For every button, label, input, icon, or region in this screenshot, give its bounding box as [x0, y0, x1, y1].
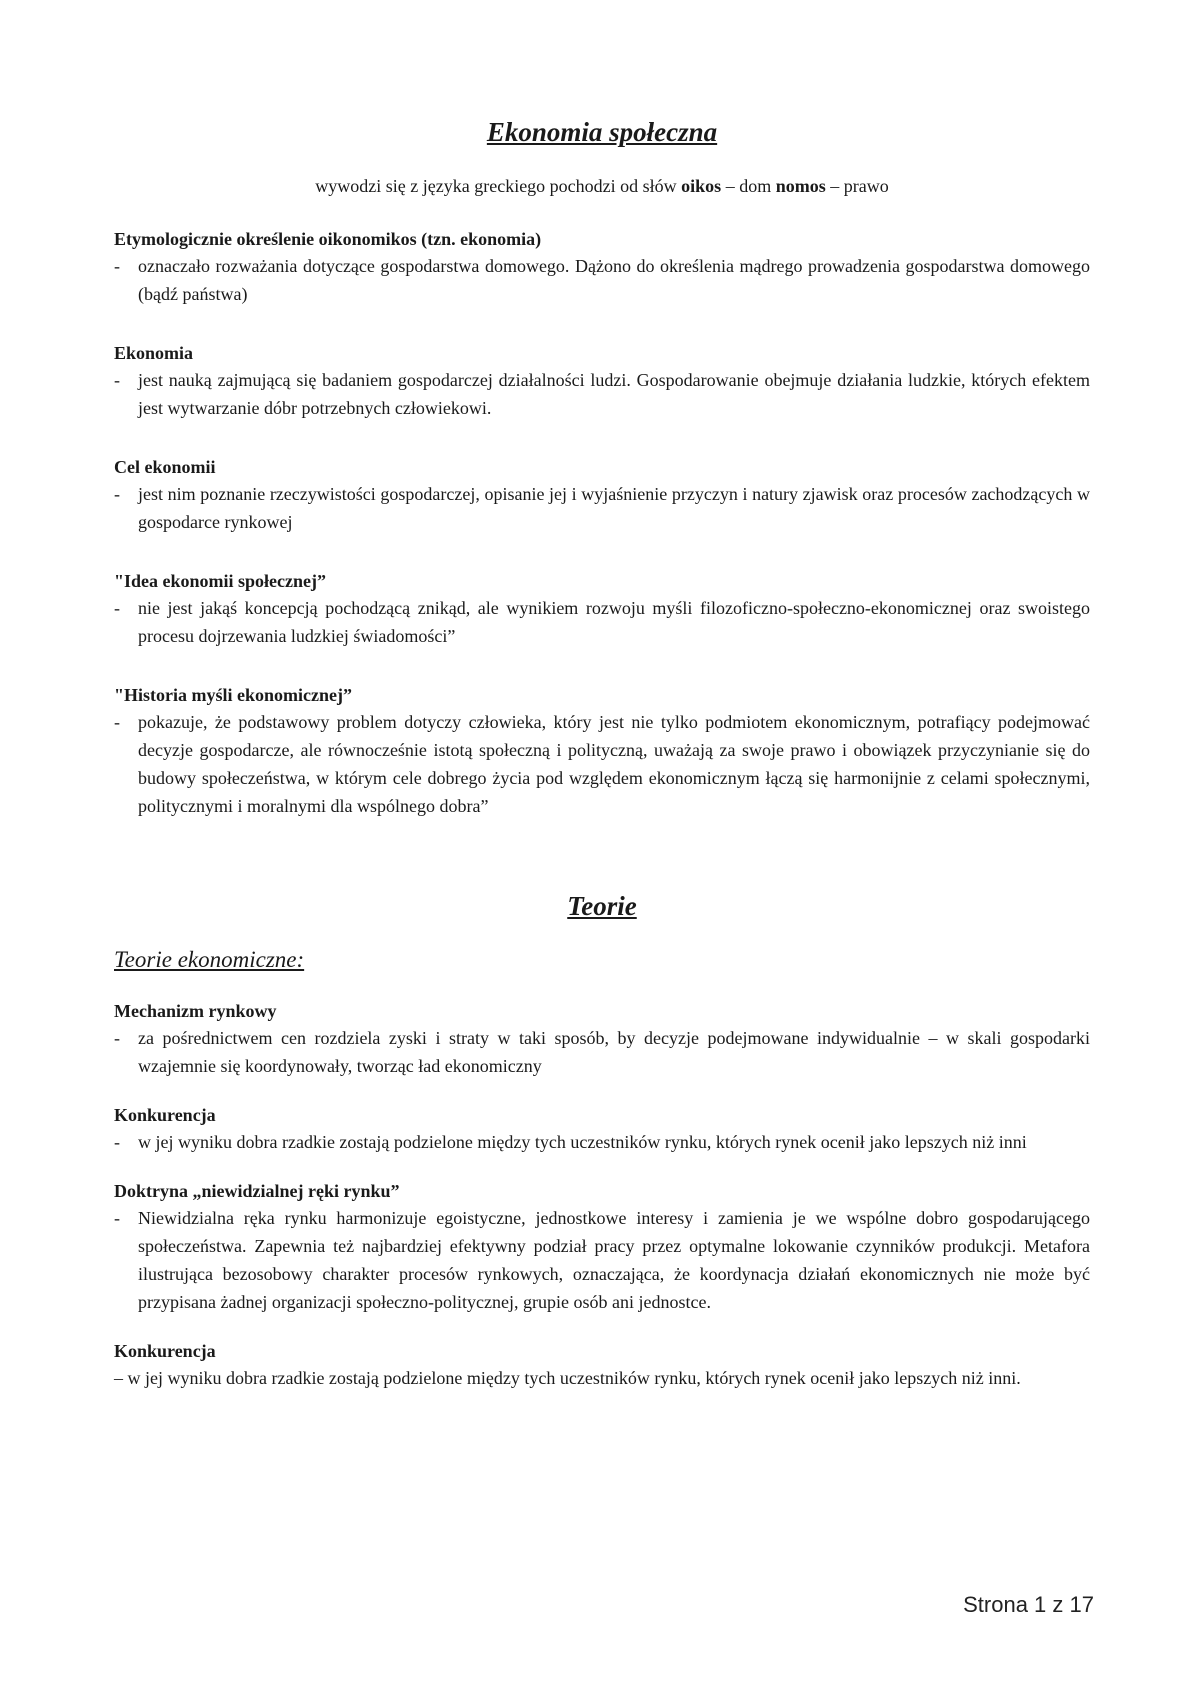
section-cel-ekonomii [114, 454, 1090, 536]
section-idea-ekonomii-spolecznej [114, 568, 1090, 650]
subtitle-term-nomos: nomos [775, 176, 826, 196]
bullet-dash: - [114, 712, 120, 732]
subtitle-text-2: – dom [721, 176, 776, 196]
section-etymology [114, 226, 1090, 308]
section-heading: Ekonomia [114, 343, 194, 363]
subtitle-text-1: wywodzi się z języka greckiego pochodzi od słów [315, 176, 682, 196]
bullet-item [114, 1024, 1090, 1080]
bullet-dash: - [114, 256, 120, 276]
document-title: Ekonomia społeczna [486, 117, 718, 147]
document-content [114, 112, 1090, 1392]
bullet-item [114, 708, 1090, 820]
subtitle-text-3: – prawo [825, 176, 889, 196]
subtitle-term-oikos: oikos [681, 176, 722, 196]
document-subtitle [114, 174, 1090, 198]
bullet-text: pokazuje, że podstawowy problem dotyczy człowieka, który jest nie tylko podmiotem ekonomicznym, potrafiący podejmować decyzje gospodarcze, ale równocześnie istotą społeczną i polityczną, uważają za swoje prawo i obowiązek przyczynianie się do budowy społeczeństwa, w którym cele dobrego życia pod względem ekonomicznym łączą się harmonijnie z celami społecznymi, politycznymi i moralnymi dla wspólnego dobra” [138, 712, 1090, 816]
section-title-teorie: Teorie [567, 891, 637, 921]
bullet-text: jest nim poznanie rzeczywistości gospodarczej, opisanie jej i wyjaśnienie przyczyn i natury zjawisk oraz procesów zachodzących w gospodarce rynkowej [138, 484, 1090, 532]
bullet-dash: - [114, 1208, 120, 1228]
bullet-item [114, 594, 1090, 650]
bullet-text: oznaczało rozważania dotyczące gospodarstwa domowego. Dążono do określenia mądrego prowadzenia gospodarstwa domowego (bądź państwa) [138, 256, 1090, 304]
bullet-dash: - [114, 598, 120, 618]
bullet-item [114, 252, 1090, 308]
bullet-dash: - [114, 1132, 120, 1152]
bullet-item [114, 1204, 1090, 1316]
section-konkurencja [114, 1102, 1090, 1156]
page-number: Strona 1 z 17 [963, 1592, 1094, 1617]
section-heading: Etymologicznie określenie oikonomikos (tzn. ekonomia) [114, 229, 542, 249]
bullet-text: Niewidzialna ręka rynku harmonizuje egoistyczne, jednostkowe interesy i zamienia je we wspólne dobro gospodarującego społeczeństwa. Zapewnia też najbardziej efektywny podział pracy przez optymalne lokowanie czynników produkcji. Metafora ilustrująca bezosobowy charakter procesów rynkowych, oznaczająca, że koordynacja działań ekonomicznych nie może być przypisana żadnej organizacji społeczno-politycznej, grupie osób ani jednostce. [138, 1208, 1090, 1312]
section-heading: Konkurencja [114, 1105, 216, 1125]
section-heading: Doktryna „niewidzialnej ręki rynku” [114, 1181, 400, 1201]
bullet-text: w jej wyniku dobra rzadkie zostają podzielone między tych uczestników rynku, których rynek ocenił jako lepszych niż inni [138, 1132, 1027, 1152]
section-mechanizm-rynkowy [114, 998, 1090, 1080]
section-ekonomia [114, 340, 1090, 422]
bullet-item [114, 480, 1090, 536]
section-heading: Cel ekonomii [114, 457, 216, 477]
section-heading: "Idea ekonomii społecznej” [114, 571, 326, 591]
bullet-dash: - [114, 370, 120, 390]
bullet-item [114, 1128, 1090, 1156]
bullet-text: za pośrednictwem cen rozdziela zyski i straty w taki sposób, by decyzje podejmowane indywidualnie – w skali gospodarki wzajemnie się koordynowały, tworząc ład ekonomiczny [138, 1028, 1090, 1076]
section-text: – w jej wyniku dobra rzadkie zostają podzielone między tych uczestników rynku, których rynek ocenił jako lepszych niż inni. [114, 1368, 1021, 1388]
section-heading: Konkurencja [114, 1341, 216, 1361]
section-heading: "Historia myśli ekonomicznej” [114, 685, 352, 705]
bullet-dash: - [114, 484, 120, 504]
section-doktryna [114, 1178, 1090, 1316]
bullet-dash: - [114, 1028, 120, 1048]
bullet-item [114, 366, 1090, 422]
section-heading: Mechanizm rynkowy [114, 1001, 277, 1021]
section-historia-mysli [114, 682, 1090, 820]
section-konkurencja-final [114, 1338, 1090, 1392]
subheading-teorie-ekonomiczne: Teorie ekonomiczne: [114, 947, 305, 972]
bullet-text: jest nauką zajmującą się badaniem gospodarczej działalności ludzi. Gospodarowanie obejmuje działania ludzkie, których efektem jest wytwarzanie dóbr potrzebnych człowiekowi. [138, 370, 1090, 418]
bullet-text: nie jest jakąś koncepcją pochodzącą znikąd, ale wynikiem rozwoju myśli filozoficzno-społeczno-ekonomicznej oraz swoistego procesu dojrzewania ludzkiej świadomości” [138, 598, 1090, 646]
